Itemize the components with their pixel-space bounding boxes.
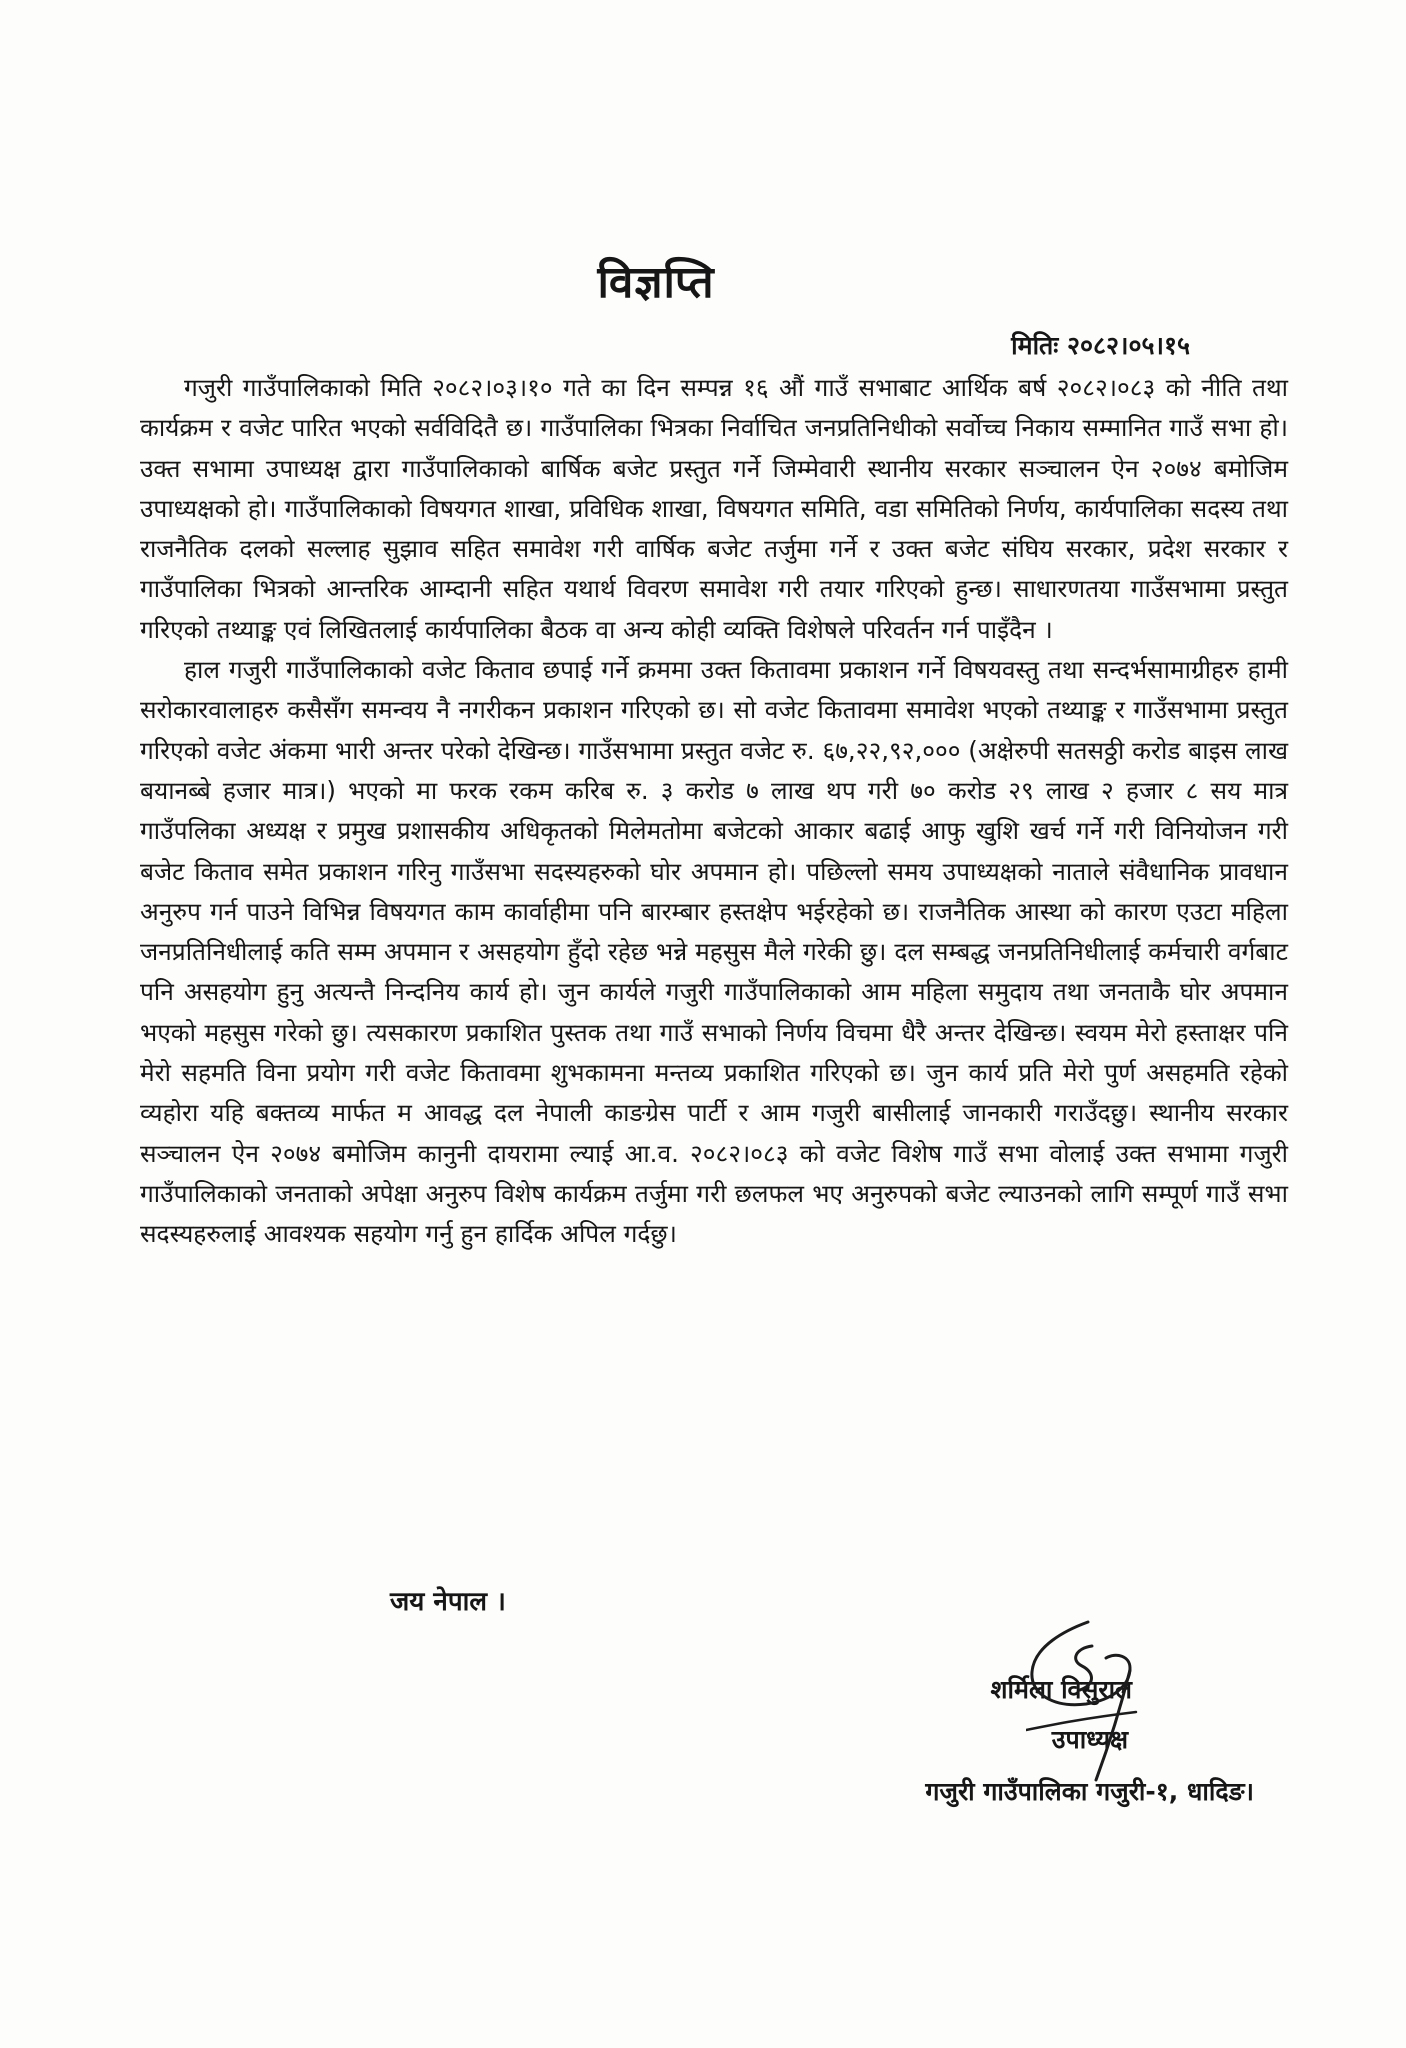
signature-stroke-s xyxy=(1076,1646,1092,1690)
signature-stroke-loop xyxy=(1032,1622,1130,1705)
signer-role: उपाध्यक्ष xyxy=(1051,1725,1128,1754)
handwritten-signature xyxy=(1026,1612,1156,1782)
body-paragraph-2: हाल गजुरी गाउँपालिकाको वजेट किताव छपाई गर्ने क्रममा उक्त कितावमा प्रकाशन गर्ने विषयवस्तु तथा सन्दर्भसामाग्रीहरु हामी सरोकारवालाहरु कसैसँग समन्वय नै नगरीकन प्रकाशन गरिएको छ। सो वजेट कितावमा समावेश भएको तथ्याङ्क र गाउँसभामा प्रस्तुत गरिएको वजेट अंकमा भारी अन्तर परेको देखिन्छ। गाउँसभामा प्रस्तुत वजेट रु. ६७,२२,९२,००० (अक्षेरुपी सतसठ्ठी करोड बाइस लाख बयानब्बे हजार मात्र।) भएको मा फरक रकम करिब रु. ३ करोड ७ लाख थप गरी ७० करोड २९ लाख २ हजार ८ सय मात्र गाउँपलिका अध्यक्ष र प्रमुख प्रशासकीय अधिकृतको मिलेमतोमा बजेटको आकार बढाई आफु खुशि खर्च गर्ने गरी विनियोजन गरी बजेट किताव समेत प्रकाशन गरिनु गाउँसभा सदस्यहरुको घोर अपमान हो। पछिल्लो समय उपाध्यक्षको नाताले संवैधानिक प्रावधान अनुरुप गर्न पाउने विभिन्न विषयगत काम कार्वाहीमा पनि बारम्बार हस्तक्षेप भईरहेको छ। राजनैतिक आस्था को कारण एउटा महिला जनप्रतिनिधीलाई कति सम्म अपमान र असहयोग हुँदो रहेछ भन्ने महसुस मैले गरेकी छु। दल सम्बद्ध जनप्रतिनिधीलाई कर्मचारी वर्गबाट पनि असहयोग हुनु अत्यन्तै निन्दनिय कार्य हो। जुन कार्यले गजुरी गाउँपालिकाको आम महिला समुदाय तथा जनताकै घोर अपमान भएको महसुस गरेको छु। त्यसकारण प्रकाशित पुस्तक तथा गाउँ सभाको निर्णय विचमा धैरै अन्तर देखिन्छ। स्वयम मेरो हस्ताक्षर पनि मेरो सहमति विना प्रयोग गरी वजेट कितावमा शुभकामना मन्तव्य प्रकाशित गरिएको छ। जुन कार्य प्रति मेरो पुर्ण असहमति रहेको व्यहोरा यहि बक्तव्य मार्फत म आवद्ध दल नेपाली काङग्रेस पार्टी र आम गजुरी बासीलाई जानकारी गराउँदछु। स्थानीय सरकार सञ्चालन ऐन २०७४ बमोजिम कानुनी दायरामा ल्याई आ.व. २०८२।०८३ को वजेट विशेष गाउँ सभा वोलाई उक्त सभामा गजुरी गाउँपालिकाको जनताको अपेक्षा अनुरुप विशेष कार्यक्रम तर्जुमा गरी छलफल भए अनुरुपको बजेट ल्याउनको लागि सम्पूर्ण गाउँ सभा सदस्यहरुलाई आवश्यक सहयोग गर्नु हुन हार्दिक अपिल गर्दछु। xyxy=(140,655,1288,1249)
signature-stroke-underline xyxy=(1026,1712,1136,1730)
signature-stroke-tail xyxy=(1096,1670,1130,1780)
closing-salutation: जय नेपाल । xyxy=(390,1587,506,1617)
signer-organization: गजुरी गाउँपालिका गजुरी-१, धादिङ। xyxy=(925,1777,1254,1806)
body-paragraph-1: गजुरी गाउँपालिकाको मिति २०८२।०३।१० गते का दिन सम्पन्न १६ औं गाउँ सभाबाट आर्थिक बर्ष २०८२।०८३ को नीति तथा कार्यक्रम र वजेट पारित भएको सर्वविदितै छ। गाउँपालिका भित्रका निर्वाचित जनप्रतिनिधीको सर्वोच्च निकाय सम्मानित गाउँ सभा हो। उक्त सभामा उपाध्यक्ष द्वारा गाउँपालिकाको बार्षिक बजेट प्रस्तुत गर्ने जिम्मेवारी स्थानीय सरकार सञ्चालन ऐन २०७४ बमोजिम उपाध्यक्षको हो। गाउँपालिकाको विषयगत शाखा, प्रविधिक शाखा, विषयगत समिति, वडा समितिको निर्णय, कार्यपालिका सदस्य तथा राजनैतिक दलको सल्लाह सुझाव सहित समावेश गरी वार्षिक बजेट तर्जुमा गर्ने र उक्त बजेट संघिय सरकार, प्रदेश सरकार र गाउँपालिका भित्रको आन्तरिक आम्दानी सहित यथार्थ विवरण समावेश गरी तयार गरिएको हुन्छ। साधारणतया गाउँसभामा प्रस्तुत गरिएको तथ्याङ्क एवं लिखितलाई कार्यपालिका बैठक वा अन्य कोही व्यक्ति विशेषले परिवर्तन गर्न पाइँदैन । xyxy=(140,373,1288,644)
document-date: मितिः २०८२।०५।१५ xyxy=(1011,331,1190,360)
signer-name: शर्मिला विसुराल xyxy=(990,1675,1132,1704)
document-body xyxy=(140,368,1288,1255)
document-title: विज्ञप्ति xyxy=(597,257,715,308)
